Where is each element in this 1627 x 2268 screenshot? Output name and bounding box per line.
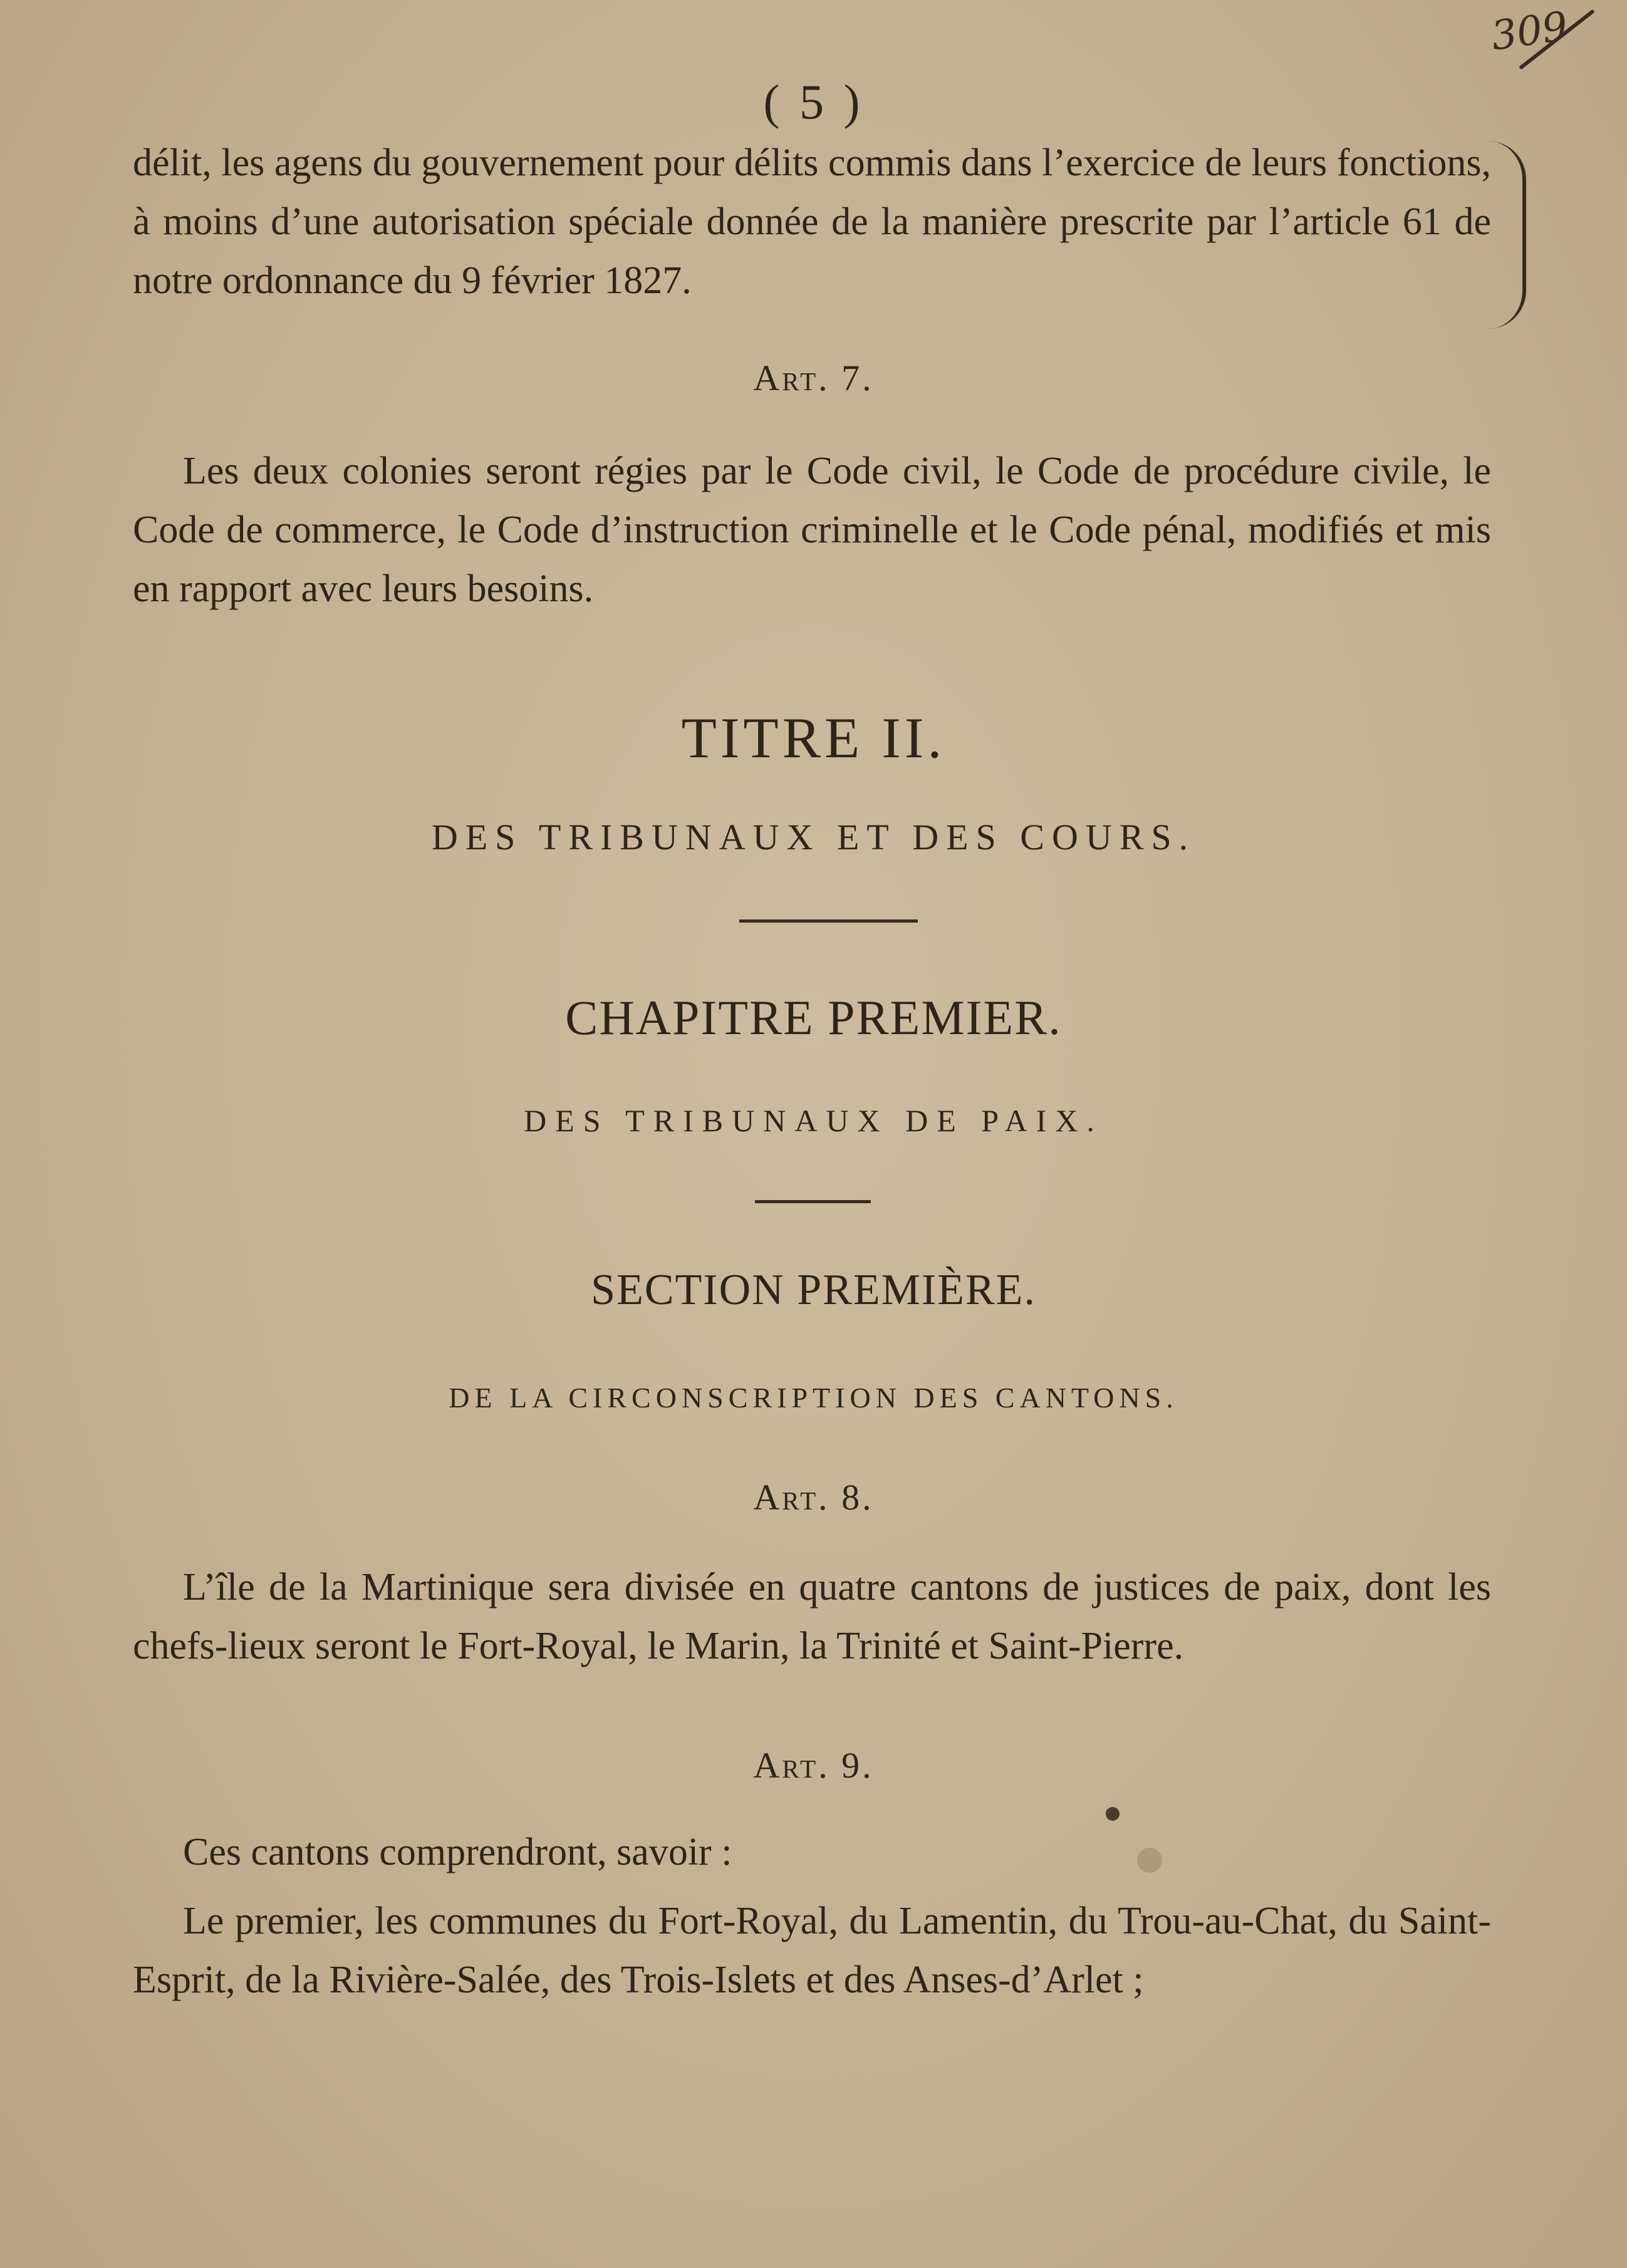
divider-rule — [739, 919, 918, 923]
article-9-first-canton: Le premier, les communes du Fort-Royal, du Lamentin, du Trou-au-Chat, du Saint-Esprit, de la Rivière-Salée, des Trois-Islets et des Anses-d’Arlet ; — [133, 1900, 1491, 2001]
article-8-heading: Art. 8. — [753, 1477, 874, 1518]
handwritten-shelfmark: 309 — [1488, 3, 1571, 60]
section-subheading: DE LA CIRCONSCRIPTION DES CANTONS. — [449, 1382, 1178, 1414]
page-number: ( 5 ) — [763, 75, 864, 129]
ink-spot — [1106, 1807, 1120, 1821]
article-9-intro: Ces cantons comprendront, savoir : — [183, 1831, 732, 1873]
article-7-heading: Art. 7. — [753, 358, 874, 398]
stain-spot — [1137, 1848, 1162, 1873]
margin-bracket — [1488, 141, 1526, 329]
article-9-heading: Art. 9. — [753, 1745, 874, 1786]
article-7-text: Les deux colonies seront régies par le Code civil, le Code de procédure civile, le Code de commerce, le Code d’instruction criminelle et le Code pénal, modifiés et mis en rapport avec leurs besoins. — [133, 450, 1491, 610]
titre-subheading: DES TRIBUNAUX ET DES COURS. — [431, 817, 1196, 857]
article-8-text: L’île de la Martinique sera divisée en quatre cantons de justices de paix, dont les chefs-lieux seront le Fort-Royal, le Marin, la Trinité et Saint-Pierre. — [133, 1566, 1491, 1667]
chapitre-subheading: DES TRIBUNAUX DE PAIX. — [524, 1103, 1103, 1138]
continuation-paragraph: délit, les agens du gouvernement pour délits commis dans l’exercice de leurs fonctions, à moins d’une autorisation spéciale donnée de la manière prescrite par l’article 61 de notre ordonnance du 9 février 1827. — [133, 142, 1491, 302]
titre-heading: TITRE II. — [681, 706, 946, 770]
chapitre-heading: CHAPITRE PREMIER. — [565, 990, 1062, 1045]
section-heading: SECTION PREMIÈRE. — [591, 1266, 1036, 1314]
divider-rule — [755, 1200, 871, 1203]
